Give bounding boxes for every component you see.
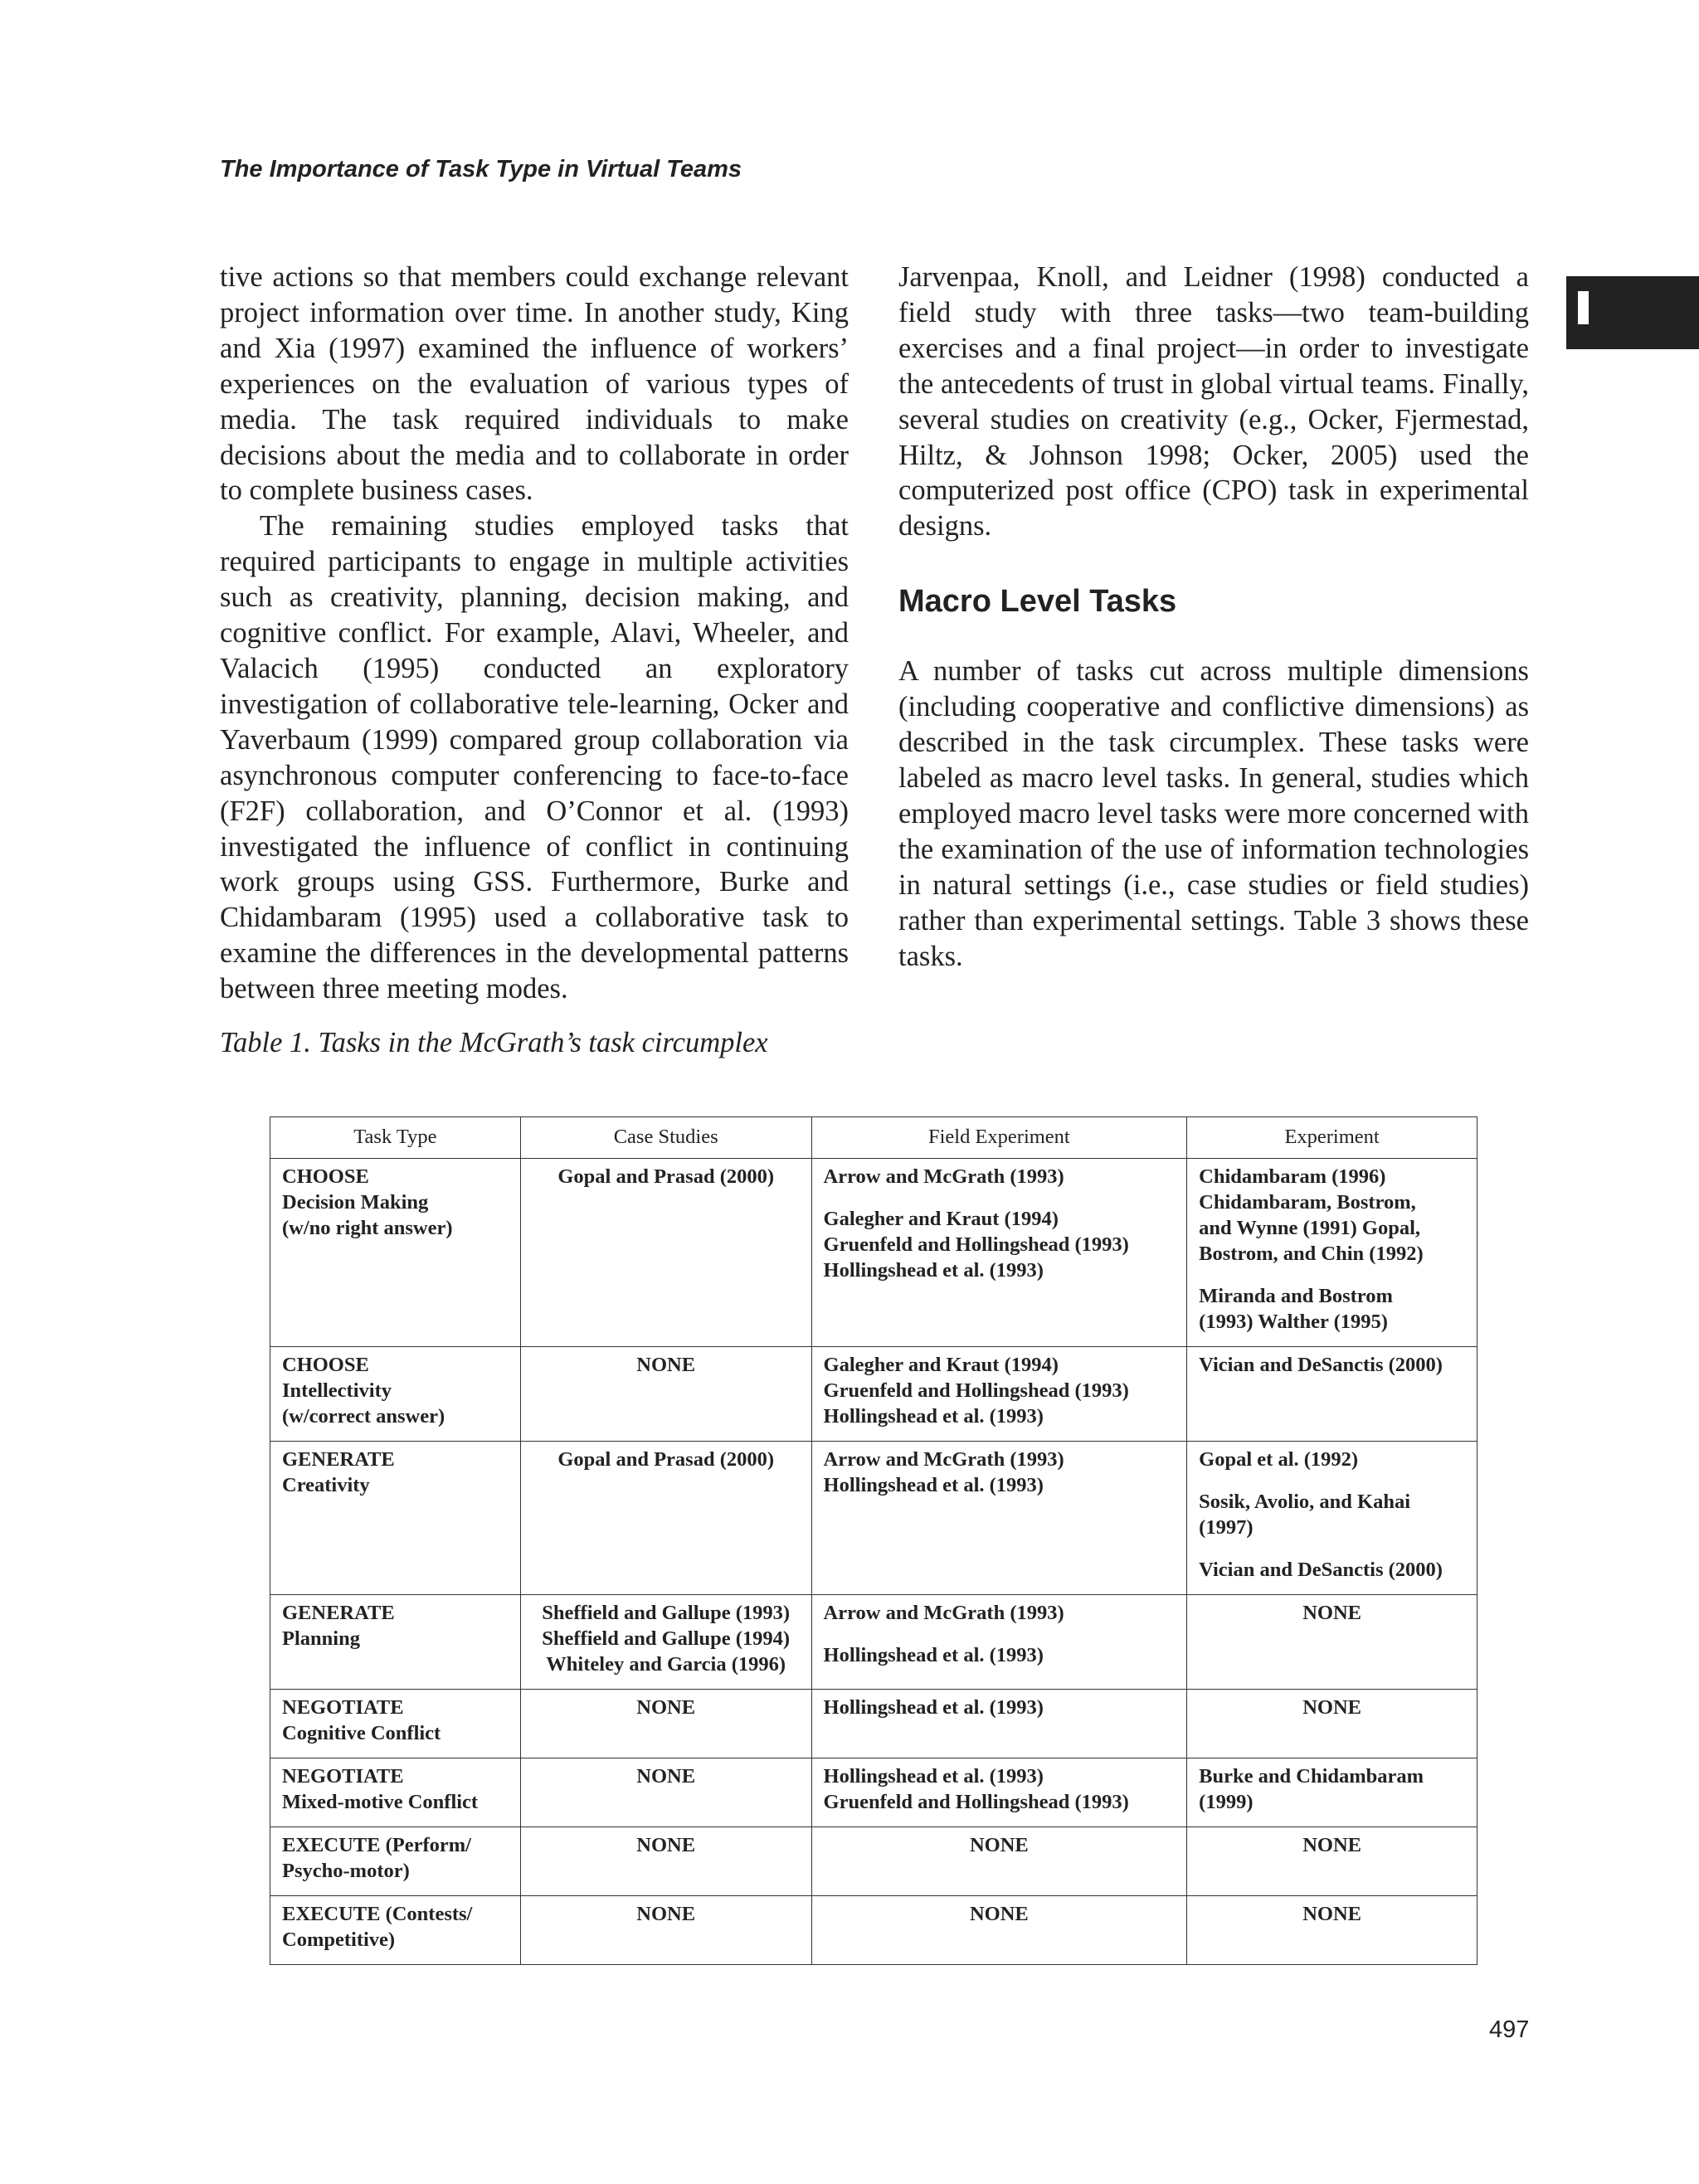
cell-field-experiment	[811, 1896, 1187, 1965]
cell-field-experiment	[811, 1347, 1187, 1442]
cell-text: Miranda and Bostrom (1993) Walther (1995)	[1199, 1285, 1393, 1333]
cell-text: NONE	[1302, 1696, 1361, 1719]
cell-text: Chidambaram (1996) Chidambaram, Bostrom, and Wynne (1991) Gopal, Bostrom, and Chin (1992)	[1199, 1165, 1424, 1265]
cell-case-studies	[520, 1347, 811, 1442]
cell-text: Vician and DeSanctis (2000)	[1199, 1354, 1443, 1376]
cell-experiment	[1187, 1827, 1477, 1896]
cell-text: NONE	[1302, 1903, 1361, 1925]
left-column	[220, 260, 849, 1007]
right-column	[898, 260, 1529, 974]
cell-case-studies	[520, 1896, 811, 1965]
cell-case-studies	[520, 1758, 811, 1827]
cell-text: CHOOSE Intellectivity (w/correct answer)	[282, 1354, 445, 1428]
cell-task-type	[270, 1690, 521, 1758]
left-paragraph-1: tive actions so that members could exchange relevant project information over time. In another study, King and Xia (1997) examined the influence of workers’ experiences on the evaluation of various types of media. The task required individuals to make decisions about the media and to collaborate in order to complete business cases.	[220, 261, 849, 507]
cell-task-type	[270, 1896, 521, 1965]
table-body	[270, 1159, 1477, 1965]
cell-text: Hollingshead et al. (1993)	[823, 1696, 1044, 1719]
cell-spacer	[1199, 1540, 1465, 1557]
cell-text: NONE	[969, 1903, 1029, 1925]
cell-experiment	[1187, 1896, 1477, 1965]
thumb-tab-notch	[1578, 291, 1589, 324]
cell-experiment	[1187, 1595, 1477, 1690]
cell-spacer	[1199, 1472, 1465, 1489]
cell-text: Burke and Chidambaram (1999)	[1199, 1765, 1424, 1813]
cell-text: Arrow and McGrath (1993)	[823, 1165, 1064, 1188]
cell-case-studies	[520, 1159, 811, 1347]
table-row	[270, 1595, 1477, 1690]
cell-task-type	[270, 1442, 521, 1595]
task-circumplex-table	[270, 1116, 1477, 1965]
cell-text: Galegher and Kraut (1994) Gruenfeld and Hollingshead (1993) Hollingshead et al. (1993)	[823, 1208, 1129, 1282]
cell-field-experiment	[811, 1758, 1187, 1827]
cell-text: NONE	[969, 1834, 1029, 1856]
cell-spacer	[824, 1626, 1176, 1642]
cell-field-experiment	[811, 1442, 1187, 1595]
cell-text: Gopal et al. (1992)	[1199, 1448, 1359, 1471]
cell-field-experiment	[811, 1159, 1187, 1347]
cell-text: EXECUTE (Perform/ Psycho-motor)	[282, 1834, 471, 1882]
cell-text: GENERATE Planning	[282, 1602, 395, 1650]
header-field-experiment: Field Experiment	[811, 1117, 1187, 1159]
cell-text: NONE	[636, 1696, 696, 1719]
cell-text: NONE	[636, 1765, 696, 1788]
header-task-type: Task Type	[270, 1117, 521, 1159]
cell-field-experiment	[811, 1690, 1187, 1758]
cell-case-studies	[520, 1827, 811, 1896]
cell-spacer	[824, 1189, 1176, 1206]
cell-text: Hollingshead et al. (1993)	[823, 1644, 1044, 1666]
table-row	[270, 1159, 1477, 1347]
cell-case-studies	[520, 1442, 811, 1595]
right-paragraph-1: Jarvenpaa, Knoll, and Leidner (1998) conducted a field study with three tasks—two team-building exercises and a final project—in order to investigate the antecedents of trust in global virtual teams. Finally, several studies on creativity (e.g., Ocker, Fjermestad, Hiltz, & Johnson 1998; Ocker, 2005) used the computerized post office (CPO) task in experimental designs.	[898, 261, 1529, 542]
cell-experiment	[1187, 1442, 1477, 1595]
section-heading: Macro Level Tasks	[898, 584, 1177, 620]
cell-field-experiment	[811, 1595, 1187, 1690]
running-head: The Importance of Task Type in Virtual Teams	[220, 156, 742, 182]
cell-text: NONE	[636, 1834, 696, 1856]
cell-spacer	[1199, 1267, 1465, 1283]
cell-task-type	[270, 1827, 521, 1896]
cell-task-type	[270, 1758, 521, 1827]
cell-experiment	[1187, 1690, 1477, 1758]
cell-text: Arrow and McGrath (1993) Hollingshead et al. (1993)	[823, 1448, 1064, 1496]
cell-text: NEGOTIATE Mixed-motive Conflict	[282, 1765, 479, 1813]
cell-case-studies	[520, 1690, 811, 1758]
left-paragraph-2: The remaining studies employed tasks that required participants to engage in multiple activities such as creativity, planning, decision making, and cognitive conflict. For example, Alavi, Wheeler, and Valacich (1995) conducted an exploratory investigation of collaborative tele-learning, Ocker and Yaverbaum (1999) compared group collaboration via asynchronous computer conferencing to face-to-face (F2F) collaboration, and O’Connor et al. (1993) investigated the influence of conflict in continuing work groups using GSS. Furthermore, Burke and Chidambaram (1995) used a collaborative task to examine the differences in the developmental patterns between three meeting modes.	[220, 510, 849, 1005]
cell-text: NEGOTIATE Cognitive Conflict	[282, 1696, 441, 1744]
page-number: 497	[1489, 2016, 1530, 2043]
cell-task-type	[270, 1159, 521, 1347]
table-row	[270, 1896, 1477, 1965]
cell-field-experiment	[811, 1827, 1187, 1896]
table-caption: Table 1. Tasks in the McGrath’s task circumplex	[220, 1027, 768, 1058]
thumb-index-tab	[1566, 276, 1699, 349]
cell-text: Sheffield and Gallupe (1993) Sheffield and Gallupe (1994) Whiteley and Garcia (1996)	[542, 1602, 791, 1676]
cell-text: NONE	[636, 1903, 696, 1925]
table-row	[270, 1827, 1477, 1896]
table-row	[270, 1442, 1477, 1595]
cell-text: Galegher and Kraut (1994) Gruenfeld and Hollingshead (1993) Hollingshead et al. (1993)	[823, 1354, 1129, 1428]
cell-text: Gopal and Prasad (2000)	[557, 1165, 775, 1188]
cell-text: Hollingshead et al. (1993) Gruenfeld and Hollingshead (1993)	[823, 1765, 1129, 1813]
cell-experiment	[1187, 1159, 1477, 1347]
cell-task-type	[270, 1595, 521, 1690]
table-row	[270, 1690, 1477, 1758]
cell-text: Gopal and Prasad (2000)	[557, 1448, 775, 1471]
cell-text: Sosik, Avolio, and Kahai (1997)	[1199, 1491, 1411, 1539]
table-row	[270, 1758, 1477, 1827]
cell-case-studies	[520, 1595, 811, 1690]
cell-experiment	[1187, 1347, 1477, 1442]
cell-text: NONE	[1302, 1602, 1361, 1624]
cell-text: GENERATE Creativity	[282, 1448, 395, 1496]
right-paragraph-2: A number of tasks cut across multiple dimensions (including cooperative and conflictive dimensions) as described in the task circumplex. These tasks were labeled as macro level tasks. In general, studies which employed macro level tasks were more concerned with the examination of the use of information technologies in natural settings (i.e., case studies or field studies) rather than experimental settings. Table 3 shows these tasks.	[898, 655, 1529, 972]
cell-experiment	[1187, 1758, 1477, 1827]
table-row	[270, 1347, 1477, 1442]
cell-text: NONE	[636, 1354, 696, 1376]
cell-text: NONE	[1302, 1834, 1361, 1856]
cell-text: CHOOSE Decision Making (w/no right answer)	[282, 1165, 453, 1239]
cell-text: Vician and DeSanctis (2000)	[1199, 1559, 1443, 1581]
table-header-row	[270, 1117, 1477, 1159]
cell-text: EXECUTE (Contests/ Competitive)	[282, 1903, 473, 1951]
cell-task-type	[270, 1347, 521, 1442]
header-experiment: Experiment	[1187, 1117, 1477, 1159]
cell-text: Arrow and McGrath (1993)	[823, 1602, 1064, 1624]
header-case-studies: Case Studies	[520, 1117, 811, 1159]
